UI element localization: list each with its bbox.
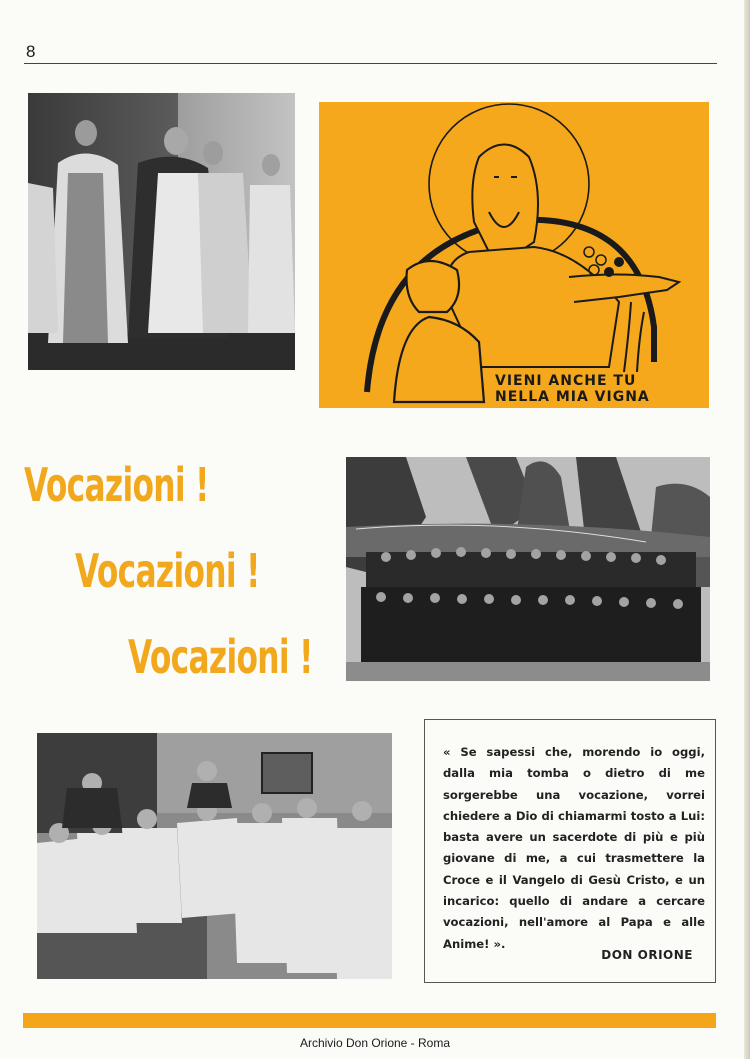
quote-text: « Se sapessi che, morendo io oggi, dalla mia tomba o dietro di me sorgerebbe una vocazione, vorrei chiedere a Dio di chiamarmi tosto a Lui: basta avere un sacerdote di più e più giovane di me, a cui trasmettere la Croce e il Vangelo di Gesù Cristo, e un incarico: quello di andare a cercare vocazioni, nell'amore al Papa e alle Anime! ». bbox=[443, 745, 705, 951]
photo-clergy-ceremony bbox=[28, 93, 295, 370]
top-rule bbox=[24, 63, 717, 64]
headline-vocazioni-2: Vocazioni ! bbox=[75, 544, 260, 598]
page-edge bbox=[744, 0, 750, 1059]
illustration-caption-line1: VIENI ANCHE TU bbox=[495, 373, 637, 389]
quote-box bbox=[424, 719, 716, 983]
christ-and-boy-drawing bbox=[319, 102, 709, 408]
headline-vocazioni-1: Vocazioni ! bbox=[24, 458, 209, 512]
photo-altar-boys bbox=[37, 733, 392, 979]
archive-footer: Archivio Don Orione - Roma bbox=[299, 1036, 451, 1050]
bottom-orange-bar bbox=[23, 1013, 716, 1028]
illustration-caption-line2: NELLA MIA VIGNA bbox=[495, 389, 650, 405]
page-number: 8 bbox=[26, 42, 36, 61]
photo-group-outdoors bbox=[346, 457, 710, 681]
illustration-christ-vineyard bbox=[319, 102, 709, 408]
quote-author: DON ORIONE bbox=[601, 948, 693, 962]
headline-vocazioni-3: Vocazioni ! bbox=[128, 630, 313, 684]
